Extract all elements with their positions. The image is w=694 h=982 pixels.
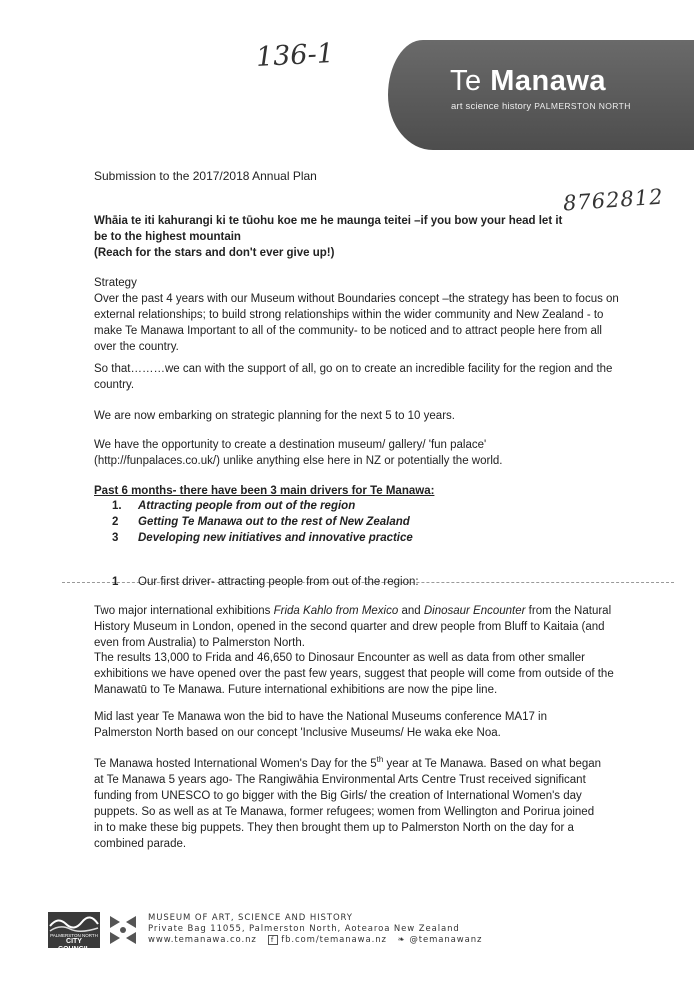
footer-contact	[148, 935, 482, 946]
page-title: Submission to the 2017/2018 Annual Plan	[94, 169, 317, 183]
proverb-english: (Reach for the stars and don't ever give up!)	[94, 247, 335, 259]
footer-twitter: @temanawanz	[409, 935, 483, 945]
strategy-paragraph-3: We are now embarking on strategic planning for the next 5 to 10 years.	[94, 410, 455, 422]
strategy-heading: Strategy	[94, 277, 137, 289]
strategy-paragraph-2: So that………we can with the support of all, go on to create an incredible facility for the region and the country.	[94, 363, 613, 391]
driver-item	[112, 498, 592, 514]
drivers-heading: Past 6 months- there have been 3 main drivers for Te Manawa:	[94, 485, 435, 497]
driver-num: 1.	[112, 500, 122, 512]
brand-logo-title	[450, 66, 606, 96]
strategy-paragraph-4: We have the opportunity to create a destination museum/ gallery/ 'fun palace' (http://funpalaces.co.uk/) unlike anything else here in NZ or potentially the world.	[94, 439, 503, 467]
facebook-icon: f	[268, 935, 278, 945]
council-name-1: PALMERSTON NORTH	[50, 933, 98, 938]
exhibition-dinosaur: Dinosaur Encounter	[423, 605, 526, 617]
footer-org-name: MUSEUM OF ART, SCIENCE AND HISTORY	[148, 913, 353, 923]
first-driver-paragraph-1: Two major international exhibitions Frida Kahlo from Mexico and Dinosaur Encounter from the Natural History Museum in London, opened in the second quarter and drew people from Bluff to Kaitaia (and even from Australia) to Palmerston North.	[94, 605, 612, 649]
footer-website: www.temanawa.co.nz	[148, 935, 257, 945]
driver-text: Getting Te Manawa out to the rest of New Zealand	[138, 516, 410, 528]
handwritten-ref: 136-1	[255, 37, 335, 74]
superscript-th: th	[376, 755, 384, 764]
city-council-logo	[48, 912, 100, 953]
driver-num: 2	[112, 516, 119, 528]
driver-text: Attracting people from out of the region	[138, 500, 356, 512]
brand-tagline	[451, 101, 631, 112]
brand-te: Te	[450, 65, 491, 97]
twitter-icon: ❧	[397, 935, 406, 945]
first-driver-paragraph-2: Mid last year Te Manawa won the bid to have the National Museums conference MA17 in Palmerston North based on our concept 'Inclusive Museums/ He waka eke Noa.	[94, 711, 548, 739]
first-driver-num: 1	[112, 576, 119, 588]
brand-tagline-text: art science history	[451, 101, 532, 112]
exhibition-frida: Frida Kahlo from Mexico	[273, 605, 399, 617]
brand-manawa: Manawa	[490, 65, 607, 97]
council-name-2: CITY COUNCIL	[58, 938, 90, 953]
driver-item	[112, 530, 592, 546]
driver-text: Developing new initiatives and innovative practice	[138, 532, 413, 544]
proverb-maori: Whāia te iti kahurangi ki te tūohu koe me he maunga teitei –if you bow your head let it be to the highest mountain	[94, 215, 563, 243]
footer-facebook: fb.com/temanawa.nz	[281, 935, 387, 945]
first-driver-paragraph-1b: The results 13,000 to Frida and 46,650 to Dinosaur Encounter as well as data from other smaller exhibitions we have opened over the past few years, suggest that people will come from outside of the Manawatū to Te Manawa. Future international exhibitions are now the pipe line.	[94, 652, 614, 696]
museum-logo-icon	[106, 912, 140, 948]
drivers-list	[112, 498, 592, 546]
council-wave-icon	[48, 912, 100, 934]
footer-address: Private Bag 11055, Palmerston North, Aotearoa New Zealand	[148, 924, 460, 934]
first-driver-heading-text: Our first driver- attracting people from out of the region:	[138, 576, 419, 588]
driver-item	[112, 514, 592, 530]
strategy-paragraph-1: Over the past 4 years with our Museum without Boundaries concept –the strategy has been to focus on external relationships; to build strong relationships within the wider community and New Zealand - to make Te Manawa Important to all of the community- to be noticed and to attract people here from all over the country.	[94, 293, 619, 353]
handwritten-number: 8762812	[562, 184, 665, 216]
first-driver-heading	[112, 574, 632, 590]
brand-city: PALMERSTON NORTH	[534, 101, 631, 111]
first-driver-paragraph-3: Te Manawa hosted International Women's Day for the 5th year at Te Manawa. Based on what began at Te Manawa 5 years ago- The Rangiwāhia Environmental Arts Centre Trust received significant funding from UNESCO to go bigger with the Big Girls/ the creation of International Women's day puppets. So as well as at Te Manawa, former refugees; women from Wellington and Porirua joined in to make these big puppets. They then brought them up to Palmerston North on the day for a combined parade.	[94, 755, 602, 850]
driver-num: 3	[112, 532, 119, 544]
